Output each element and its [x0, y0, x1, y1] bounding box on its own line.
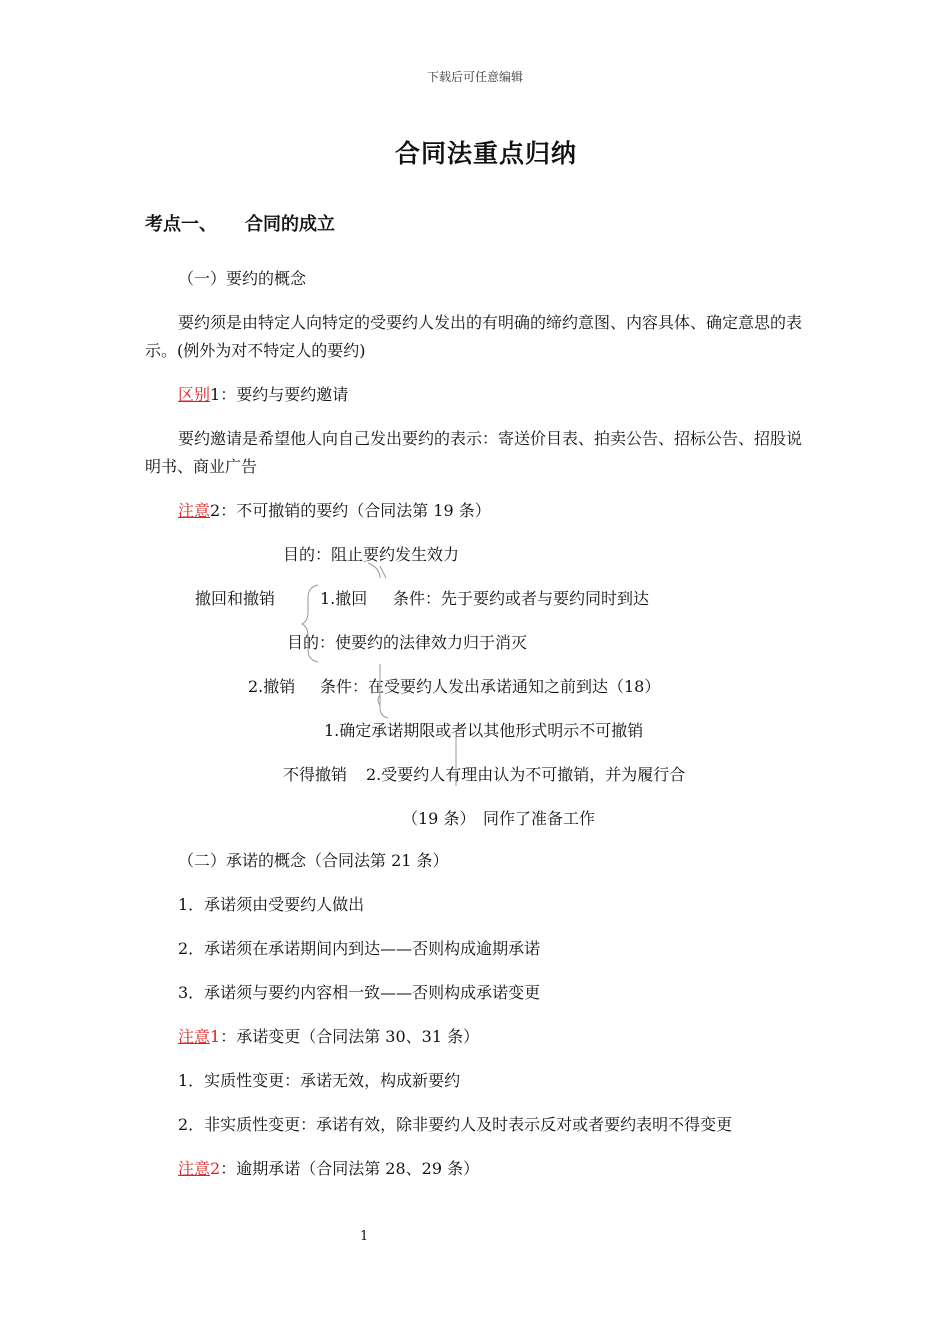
note-late-keyword: 注意 — [178, 1159, 211, 1178]
note-change-text: ：承诺变更（合同法第 30、31 条） — [220, 1027, 480, 1046]
withdraw-label: 1.撤回 — [320, 589, 368, 608]
article-19-label: （19 条） — [402, 809, 476, 828]
withdraw-condition: 条件：先于要约或者与要约同时到达 — [393, 589, 650, 608]
offer-heading: （一）要约的概念 — [178, 269, 307, 288]
acceptance-heading: （二）承诺的概念（合同法第 21 条） — [178, 851, 449, 870]
document-title: 合同法重点归纳 — [394, 139, 577, 168]
change-item-2: 2．非实质性变更：承诺有效，除非要约人及时表示反对或者要约表明不得变更 — [178, 1115, 733, 1134]
note-change-number: 1 — [210, 1027, 221, 1046]
note-late-number: 2 — [210, 1159, 221, 1178]
purpose-revoke: 目的：使要约的法律效力归于消灭 — [287, 633, 528, 652]
difference-text: 1：要约与要约邀请 — [210, 385, 349, 404]
note-text: 2：不可撤销的要约（合同法第 19 条） — [210, 501, 491, 520]
note-late-text: ：逾期承诺（合同法第 28、29 条） — [220, 1159, 480, 1178]
acceptance-item-2: 2．承诺须在承诺期间内到达——否则构成逾期承诺 — [178, 939, 541, 958]
difference-keyword: 区别 — [178, 385, 211, 404]
note-change-keyword: 注意 — [178, 1027, 211, 1046]
brace-withdraw — [368, 563, 386, 578]
section-label: 合同的成立 — [245, 214, 335, 235]
note-late-line — [178, 1155, 479, 1183]
section-number: 考点一、 — [145, 214, 217, 235]
revoke-label: 2.撤销 — [248, 677, 296, 696]
note-change-line — [178, 1023, 479, 1051]
page-number: 1 — [360, 1229, 369, 1244]
page-header: 下载后可任意编辑 — [426, 70, 523, 84]
irrevocable-label: 不得撤销 — [283, 765, 348, 784]
irrevocable-item-2: 2.受要约人有理由认为不可撤销，并为履行合 — [366, 765, 686, 784]
withdraw-and-revoke-label: 撤回和撤销 — [195, 589, 276, 608]
acceptance-item-3: 3．承诺须与要约内容相一致——否则构成承诺变更 — [178, 983, 541, 1002]
irrevocable-item-2-continued: 同作了准备工作 — [483, 809, 596, 828]
brace-revoke — [378, 664, 456, 786]
irrevocable-item-1: 1.确定承诺期限或者以其他形式明示不可撤销 — [324, 721, 644, 740]
brace-withdraw-revoke — [302, 585, 318, 662]
offer-definition: 要约须是由特定人向特定的受要约人发出的有明确的缔约意图、内容具体、确定意思的表示。(例外为对不特定人的要约) — [145, 313, 803, 360]
invitation-definition: 要约邀请是希望他人向自己发出要约的表示：寄送价目表、拍卖公告、招标公告、招股说明书、商业广告 — [145, 429, 803, 476]
change-item-1: 1．实质性变更：承诺无效，构成新要约 — [178, 1071, 461, 1090]
purpose-withdraw: 目的：阻止要约发生效力 — [283, 545, 460, 564]
acceptance-item-1: 1．承诺须由受要约人做出 — [178, 895, 365, 914]
note-keyword: 注意 — [178, 501, 211, 520]
revoke-condition: 条件：在受要约人发出承诺通知之前到达（18） — [320, 677, 661, 696]
